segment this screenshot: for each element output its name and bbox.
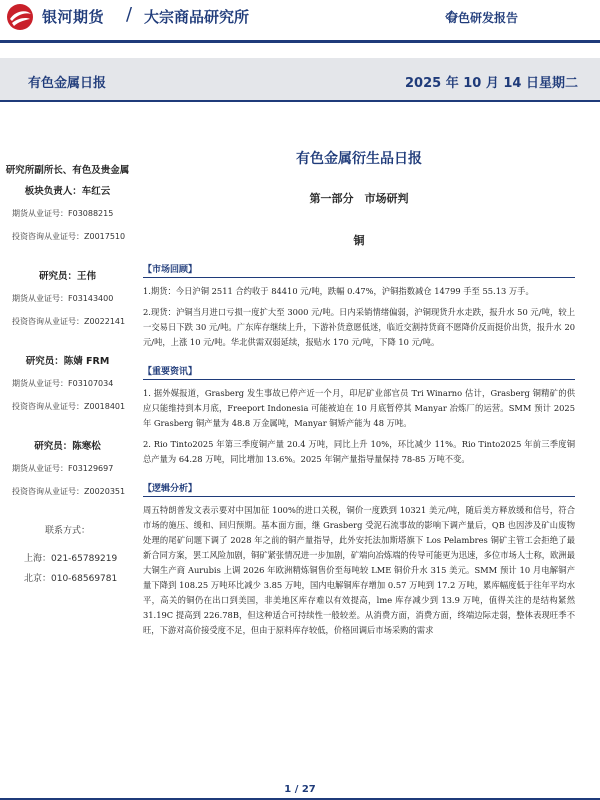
advisory-cert: 投资咨询从业证号：Z0022141 [12,317,126,326]
author-role: 研究员：陈寒松 [34,441,101,452]
brand-divider: / [126,4,133,25]
report-type: 有色研发报告 [445,11,518,25]
author-block [0,266,135,333]
author-block [0,160,135,248]
paragraph: 周五特朗普发文表示要对中国加征 100%的进口关税，铜价一度跌到 10321 美元/吨，随后美方释放缓和信号，符合市场的施压、缓和、回归预期。基本面方面，继 Grasberg 受泥石流事故的影响下调产量后，QB 也因涉及矿山废物处理的尾矿问题下调了 2028 年之前的铜产量指导，此外安托法加斯塔旗下 Los Pelambres 铜矿主管工会拒绝了最新合同方案，罢工风险加剧，铜矿紧张情况进一步加剧，矿端向冶炼端的传导可能更为迅速，多位市场人士称，欧洲最大铜生产商 Aurubis 上调 2026 年欧洲精炼铜售价至每吨较 LME 铜价升水 315 美元。SMM 预计 10 月电解铜产量下降到 108.25 万吨环比减少 3.85 万吨，国内电解铜库存增加 0.57 万吨到 17.2 万吨，累库幅度低于往年平均水平，高关的铜仍在出口到美国，非美地区库存难以有效提高，lme 库存减少到 13.9 万吨，值得关注的是结构紧然 31.19C 提高到 226.78B，但这种适合可持续性一般较差。从消费方面，消费方面，终端边际走弱，整体表现旺季不旺，下游对高价接受度不足，但由于原料库存较低，价格回调后市场采购的需求 [143,505,575,635]
phone-shanghai: 上海：021-65789219 [24,554,118,564]
section-market-review [143,262,575,350]
author-block [0,436,135,503]
header-divider [0,40,600,43]
section-heading: 【重要资讯】 [143,364,575,380]
metal-title: 铜 [353,234,365,247]
paragraph: 1. 据外媒报道，Grasberg 发生事故已停产近一个月，印尼矿业部官员 Tri Winarno 估计，Grasberg 铜精矿的供应只能维持到本月底，Freeport Indonesia 可能被迫在 10 月底暂停其 Manyar 冶炼厂的运营。SMM 预计 2025 年 Grasberg 铜产量为 48.8 万金属吨，Manyar 铜矫产能为 48 万吨。 [143,388,575,428]
brand-name: 银河期货 [42,8,105,26]
paragraph: 1.期货：今日沪铜 2511 合约收于 84410 元/吨，跌幅 0.47%，沪铜指数减仓 14799 手至 55.13 万手。 [143,286,534,296]
top-header [0,0,600,34]
galaxy-futures-logo-icon [6,3,34,31]
author-role: 研究员：陈婧 FRM [25,356,110,367]
contact-block [0,521,135,589]
report-title: 有色金属日报 [28,76,107,91]
author-sidebar [0,160,135,589]
paragraph: 2.现货：沪铜当月进口亏损一度扩大至 3000 元/吨。日内采销情绪偏弱，沪铜现货升水走跌，报升水 50 元/吨，较上一交易日下跌 30 元/吨。广东库存继续上升，下游补货意愿低迷，临近交割持货商不愿降价反而挺价出货，报升水 20 元/吨，上涨 10 元/吨。华北供需双弱延续，报贴水 170 元/吨，下降 10 元/吨。 [143,307,575,347]
author-role: 研究员：王伟 [38,271,96,282]
section-logic [143,481,575,638]
brand-subtitle: 大宗商品研究所 [144,8,250,26]
futures-cert: 期货从业证号：F03143400 [12,294,114,303]
advisory-cert: 投资咨询从业证号：Z0017510 [12,232,126,241]
futures-cert: 期货从业证号：F03107034 [12,379,114,388]
section-heading: 【市场回顾】 [143,262,575,278]
document-title: 有色金属衍生品日报 [296,151,422,167]
advisory-cert: 投资咨询从业证号：Z0020351 [12,487,126,496]
report-date: 2025 年 10 月 14 日星期二 [405,76,578,91]
main-content [143,140,575,638]
futures-cert: 期货从业证号：F03129697 [12,464,114,473]
advisory-cert: 投资咨询从业证号：Z0018401 [12,402,126,411]
phone-beijing: 北京：010-68569781 [24,574,118,584]
author-role: 研究所副所长、有色及贵金属板块负责人：车红云 [5,165,130,197]
part-title: 第一部分 市场研判 [309,192,409,205]
futures-cert: 期货从业证号：F03088215 [12,209,114,218]
author-block [0,351,135,418]
contact-label: 联系方式： [44,526,90,536]
report-band [0,58,600,102]
section-news [143,364,575,467]
section-heading: 【逻辑分析】 [143,481,575,497]
page-number: 1 / 27 [284,784,316,795]
paragraph: 2. Rio Tinto2025 年第三季度铜产量 20.4 万吨，同比上升 10%，环比减少 11%。Rio Tinto2025 年前三季度铜总产量为 64.28 万吨，同比增加 13.6%。2025 年铜产量指导量保持 78-85 万吨不变。 [143,439,575,464]
